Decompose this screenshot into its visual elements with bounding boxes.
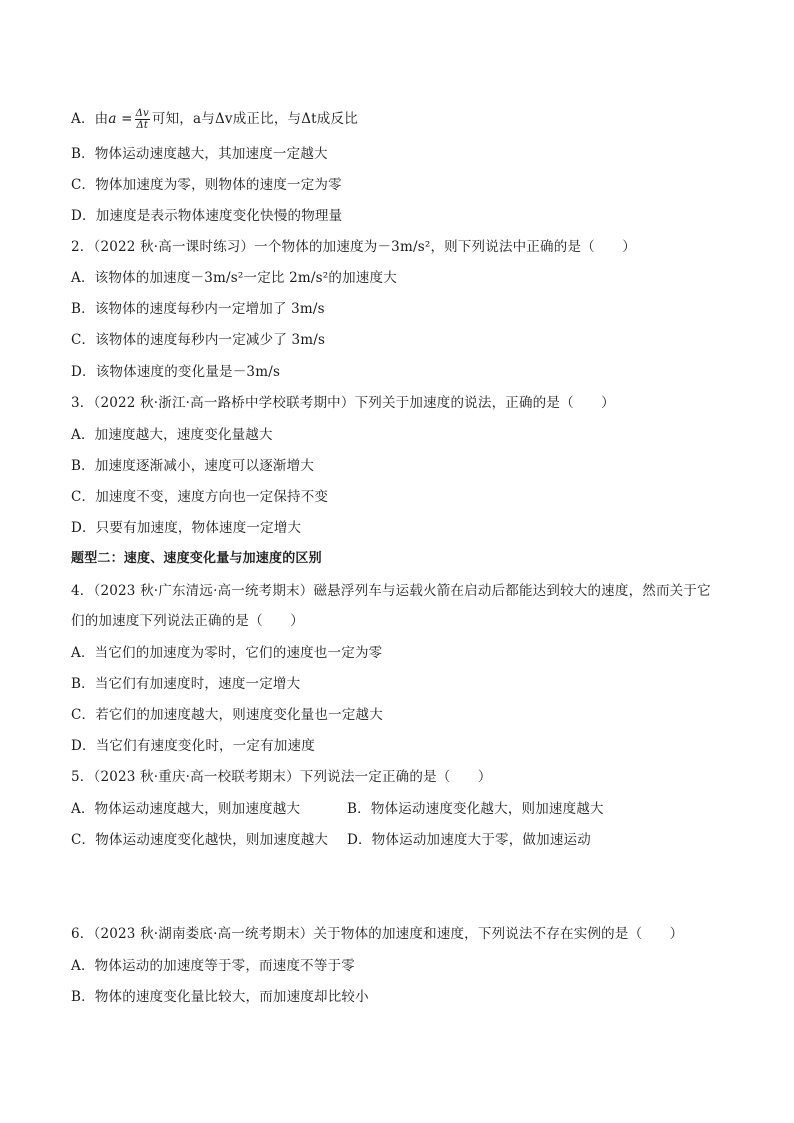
q1-option-b: B．物体运动速度越大，其加速度一定越大 — [71, 146, 328, 162]
q3-option-a: A．加速度越大，速度变化量越大 — [71, 427, 273, 443]
q4-option-b: B．当它们有加速度时，速度一定增大 — [71, 676, 301, 692]
q2-option-d: D．该物体速度的变化量是－3m/s — [71, 364, 281, 380]
q6-stem: 6．（2023 秋·湖南娄底·高一统考期末）关于物体的加速度和速度，下列说法不存在实例的是（ ） — [71, 926, 684, 942]
q5-stem: 5．（2023 秋·重庆·高一校联考期末）下列说法一定正确的是（ ） — [71, 769, 492, 785]
q1-formula-fraction — [135, 108, 150, 131]
q3-option-b: B．加速度逐渐减小，速度可以逐渐增大 — [71, 458, 315, 474]
q5-option-c: C．物体运动速度变化越快，则加速度越大 — [71, 832, 329, 848]
q1-fraction-numerator: Δv — [135, 108, 149, 119]
q5-option-b: B．物体运动速度变化越大，则加速度越大 — [347, 801, 604, 817]
q1-formula-lhs: a = — [108, 111, 133, 127]
q6-option-a: A．物体运动的加速度等于零，而速度不等于零 — [71, 958, 355, 974]
q3-option-c: C．加速度不变，速度方向也一定保持不变 — [71, 489, 329, 505]
q4-option-a: A．当它们的加速度为零时，它们的速度也一定为零 — [71, 645, 383, 661]
q1-option-a-label: A．由 — [71, 111, 109, 127]
q2-option-c: C．该物体的速度每秒内一定减少了 3m/s — [71, 332, 326, 348]
q3-stem: 3．（2022 秋·浙江·高一路桥中学校联考期中）下列关于加速度的说法，正确的是（ ） — [71, 395, 615, 411]
q1-option-a-rest: 可知，a与Δv成正比，与Δt成反比 — [151, 111, 358, 127]
q2-stem: 2．（2022 秋·高一课时练习）一个物体的加速度为－3m/s²，则下列说法中正确的是（ ） — [71, 239, 636, 255]
q3-option-d: D．只要有加速度，物体速度一定增大 — [71, 520, 302, 536]
q1-option-c: C．物体加速度为零，则物体的速度一定为零 — [71, 177, 342, 193]
q4-option-d: D．当它们有速度变化时，一定有加速度 — [71, 738, 315, 754]
q4-stem-line1: 4．（2023 秋·广东清远·高一统考期末）磁悬浮列车与运载火箭在启动后都能达到较大的速度，然而关于它 — [71, 583, 711, 599]
q5-option-d: D．物体运动加速度大于零，做加速运动 — [347, 832, 591, 848]
q2-option-a: A．该物体的加速度－3m/s²一定比 2m/s²的加速度大 — [71, 270, 397, 286]
section-heading: 题型二：速度、速度变化量与加速度的区别 — [71, 551, 322, 566]
q1-option-d: D．加速度是表示物体速度变化快慢的物理量 — [71, 208, 343, 224]
q1-fraction-denominator: Δt — [136, 120, 149, 131]
q1-option-a — [71, 108, 358, 131]
q5-option-a: A．物体运动速度越大，则加速度越大 — [71, 801, 301, 817]
q4-option-c: C．若它们的加速度越大，则速度变化量也一定越大 — [71, 707, 383, 723]
q6-option-b: B．物体的速度变化量比较大，而加速度却比较小 — [71, 989, 369, 1005]
q4-stem-line2: 们的加速度下列说法正确的是（ ） — [71, 613, 304, 629]
q2-option-b: B．该物体的速度每秒内一定增加了 3m/s — [71, 301, 325, 317]
